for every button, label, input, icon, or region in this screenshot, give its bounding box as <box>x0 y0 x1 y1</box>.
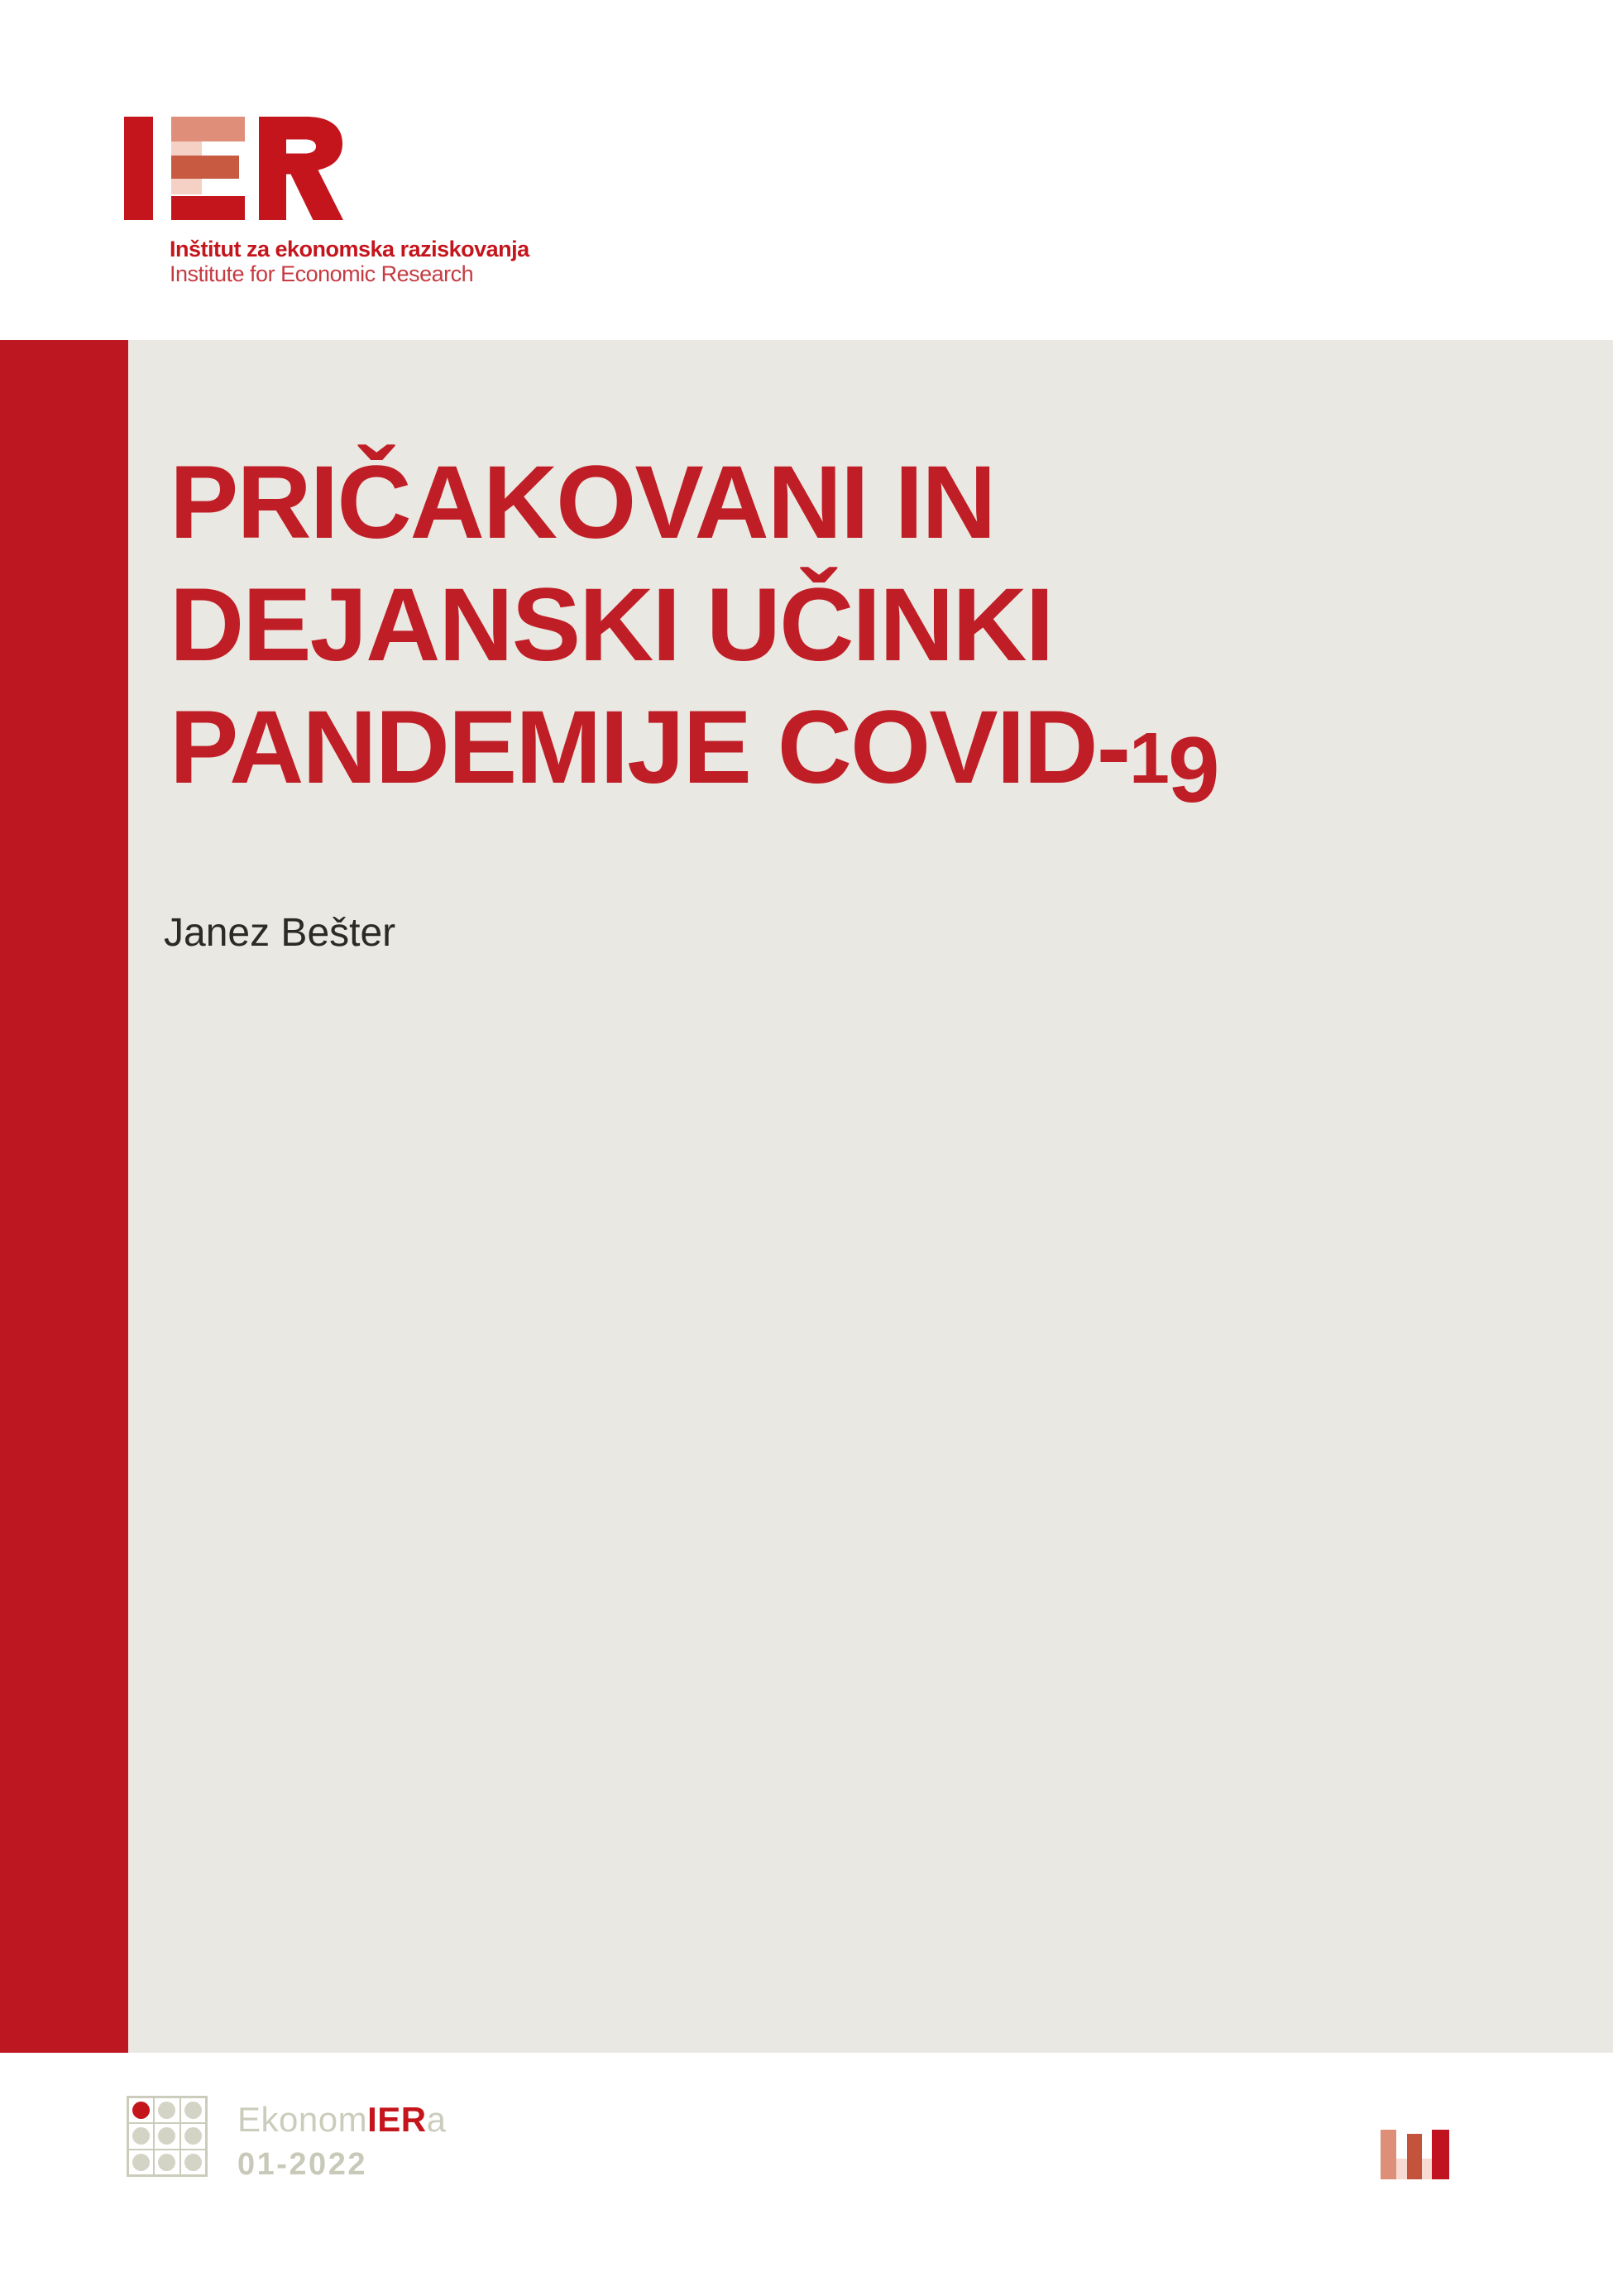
brand-suffix: a <box>426 2100 447 2139</box>
gray-dot <box>158 2154 175 2171</box>
left-accent-bar <box>0 340 128 2053</box>
dot-cell <box>180 2150 206 2175</box>
dot-cell <box>180 2123 206 2149</box>
dot-cell <box>154 2123 179 2149</box>
bar-chart-icon-bar-brick <box>1407 2134 1422 2179</box>
ier-logo <box>0 0 579 340</box>
dot-cell <box>154 2097 179 2123</box>
ekonomiera-dots-grid-logo <box>127 2096 208 2177</box>
bar-chart-icon-bar-red <box>1432 2130 1449 2179</box>
dot-cell <box>128 2150 154 2175</box>
footer <box>0 2053 1613 2296</box>
dot-cell <box>128 2123 154 2149</box>
gray-dot <box>158 2127 175 2145</box>
series-brand <box>237 2102 446 2137</box>
dot-cell <box>180 2097 206 2123</box>
title-oldstyle-digit-9: 9 <box>1167 717 1218 822</box>
gray-dot <box>132 2127 150 2145</box>
bar-chart-icon <box>1381 2130 1449 2179</box>
gray-dot <box>184 2102 202 2119</box>
gray-dot <box>158 2102 175 2119</box>
title-line-2: DEJANSKI UČINKI <box>170 568 1053 683</box>
ier-logo-letter-i <box>124 117 153 220</box>
red-dot <box>132 2102 150 2119</box>
gray-dot <box>184 2127 202 2145</box>
author-name: Janez Bešter <box>164 911 396 955</box>
gray-dot <box>132 2154 150 2171</box>
issue-number: 01-2022 <box>237 2147 367 2182</box>
bar-chart-icon-bar-salmon <box>1381 2130 1396 2179</box>
title-line-3-text: PANDEMIJE COVID- <box>170 690 1130 805</box>
ier-logo-letter-e <box>171 117 245 220</box>
gray-dot <box>184 2154 202 2171</box>
logo-e-bar-salmon <box>171 117 245 141</box>
logo-e-bar-pink-lower <box>171 179 202 194</box>
dot-cell <box>154 2150 179 2175</box>
logo-e-bar-brick <box>171 156 239 179</box>
institute-name-english: Institute for Economic Research <box>170 261 474 286</box>
logo-e-bar-red <box>171 196 245 220</box>
logo-e-bar-pink-upper <box>171 141 202 156</box>
title-line-3 <box>170 687 1218 822</box>
institute-name-slovenian: Inštitut za ekonomska raziskovanja <box>170 237 529 261</box>
ier-logo-letter-r <box>259 117 343 220</box>
brand-accent-ier: IER <box>367 2100 427 2139</box>
brand-prefix: Ekonom <box>237 2100 368 2139</box>
dot-cell <box>128 2097 154 2123</box>
cover-title <box>170 442 1218 822</box>
title-line-1: PRIČAKOVANI IN <box>170 445 995 560</box>
title-oldstyle-digit-1: 1 <box>1129 717 1168 798</box>
institute-taglines <box>170 237 529 286</box>
